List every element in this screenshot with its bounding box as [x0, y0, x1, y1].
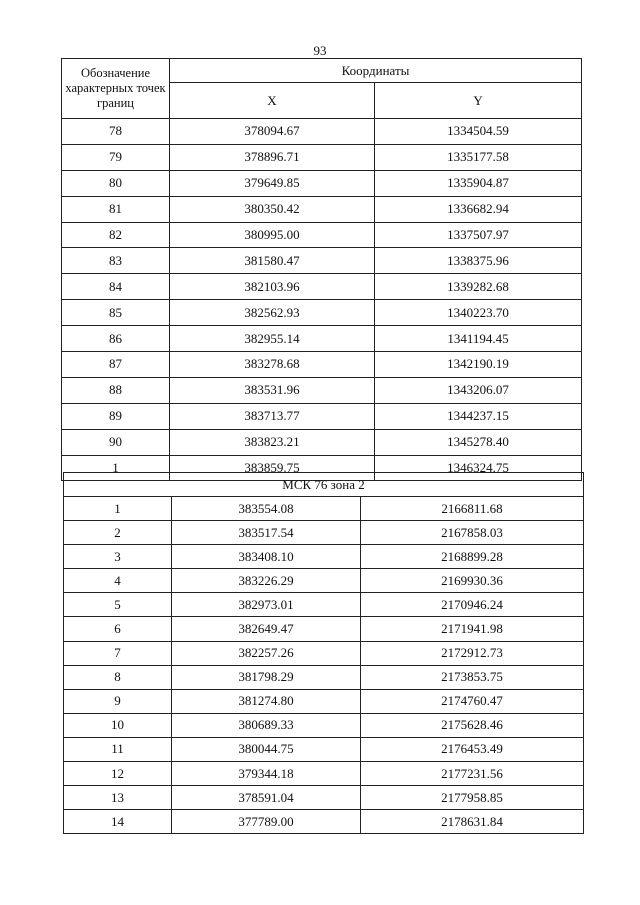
x-coordinate-cell: 383713.77 — [170, 403, 375, 429]
x-coordinate-cell: 383517.54 — [172, 521, 361, 545]
table-row — [64, 665, 584, 689]
x-coordinate-cell: 380689.33 — [172, 713, 361, 737]
point-number-cell: 11 — [64, 737, 172, 761]
x-coordinate-cell: 381274.80 — [172, 689, 361, 713]
point-number-cell: 14 — [64, 810, 172, 834]
point-number-cell: 90 — [62, 429, 170, 455]
point-number-cell: 3 — [64, 545, 172, 569]
point-number-cell: 83 — [62, 248, 170, 274]
table-row — [62, 300, 582, 326]
x-coordinate-cell: 382257.26 — [172, 641, 361, 665]
table-row — [62, 196, 582, 222]
point-number-cell: 5 — [64, 593, 172, 617]
table-row — [64, 569, 584, 593]
y-coordinate-cell: 2174760.47 — [361, 689, 584, 713]
point-designation-header: Обозначение характерных точек границ — [62, 59, 170, 119]
point-number-cell: 88 — [62, 377, 170, 403]
point-number-cell: 80 — [62, 170, 170, 196]
x-coordinate-cell: 383859.75 — [170, 455, 375, 481]
table-row — [64, 762, 584, 786]
point-number-cell: 4 — [64, 569, 172, 593]
y-coordinate-cell: 1343206.07 — [375, 377, 582, 403]
page-number: 93 — [313, 43, 327, 58]
table-row — [62, 326, 582, 352]
x-coordinate-cell: 382973.01 — [172, 593, 361, 617]
y-coordinate-cell: 2168899.28 — [361, 545, 584, 569]
x-coordinate-cell: 381580.47 — [170, 248, 375, 274]
zone-label: МСК 76 зона 2 — [64, 473, 584, 497]
y-coordinate-cell: 2177231.56 — [361, 762, 584, 786]
x-coordinate-cell: 383823.21 — [170, 429, 375, 455]
table-row — [62, 222, 582, 248]
point-number-cell: 82 — [62, 222, 170, 248]
y-coordinate-cell: 1345278.40 — [375, 429, 582, 455]
y-coordinate-cell: 1335177.58 — [375, 144, 582, 170]
x-coordinate-cell: 382649.47 — [172, 617, 361, 641]
table-row — [62, 170, 582, 196]
table-row — [64, 713, 584, 737]
x-coordinate-cell: 378094.67 — [170, 119, 375, 145]
y-coordinate-cell: 1334504.59 — [375, 119, 582, 145]
table-row — [64, 521, 584, 545]
point-number-cell: 87 — [62, 352, 170, 378]
point-number-cell: 8 — [64, 665, 172, 689]
x-coordinate-cell: 383226.29 — [172, 569, 361, 593]
point-number-cell: 78 — [62, 119, 170, 145]
y-coordinate-cell: 2170946.24 — [361, 593, 584, 617]
point-number-cell: 79 — [62, 144, 170, 170]
y-coordinate-cell: 1342190.19 — [375, 352, 582, 378]
table-row — [64, 497, 584, 521]
x-coordinate-cell: 378591.04 — [172, 786, 361, 810]
table-row — [64, 545, 584, 569]
table-row — [64, 617, 584, 641]
table-row — [62, 144, 582, 170]
y-coordinate-cell: 2166811.68 — [361, 497, 584, 521]
x-coordinate-cell: 382103.96 — [170, 274, 375, 300]
y-coordinate-cell: 2171941.98 — [361, 617, 584, 641]
table-row — [62, 429, 582, 455]
point-number-cell: 13 — [64, 786, 172, 810]
table-row — [62, 352, 582, 378]
point-number-cell: 10 — [64, 713, 172, 737]
x-coordinate-cell: 382562.93 — [170, 300, 375, 326]
table-row — [64, 593, 584, 617]
point-number-cell: 9 — [64, 689, 172, 713]
x-coordinate-cell: 377789.00 — [172, 810, 361, 834]
y-coordinate-cell: 2178631.84 — [361, 810, 584, 834]
table-row — [64, 689, 584, 713]
y-coordinate-cell: 2172912.73 — [361, 641, 584, 665]
x-coordinate-cell: 380995.00 — [170, 222, 375, 248]
point-number-cell: 81 — [62, 196, 170, 222]
point-number-cell: 1 — [62, 455, 170, 481]
y-coordinate-cell: 1340223.70 — [375, 300, 582, 326]
y-header: Y — [375, 83, 582, 119]
y-coordinate-cell: 2167858.03 — [361, 521, 584, 545]
point-number-cell: 85 — [62, 300, 170, 326]
y-coordinate-cell: 2173853.75 — [361, 665, 584, 689]
table-row — [62, 248, 582, 274]
y-coordinate-cell: 1339282.68 — [375, 274, 582, 300]
x-coordinate-cell: 380350.42 — [170, 196, 375, 222]
y-coordinate-cell: 2176453.49 — [361, 737, 584, 761]
y-coordinate-cell: 1337507.97 — [375, 222, 582, 248]
x-header: X — [170, 83, 375, 119]
y-coordinate-cell: 1344237.15 — [375, 403, 582, 429]
y-coordinate-cell: 1336682.94 — [375, 196, 582, 222]
x-coordinate-cell: 379649.85 — [170, 170, 375, 196]
table-row — [62, 403, 582, 429]
coordinates-header: Координаты — [170, 59, 582, 83]
point-number-cell: 12 — [64, 762, 172, 786]
point-number-cell: 89 — [62, 403, 170, 429]
table-row — [62, 119, 582, 145]
y-coordinate-cell: 1335904.87 — [375, 170, 582, 196]
y-coordinate-cell: 2175628.46 — [361, 713, 584, 737]
x-coordinate-cell: 383408.10 — [172, 545, 361, 569]
y-coordinate-cell: 1341194.45 — [375, 326, 582, 352]
coordinates-table-top — [61, 58, 582, 481]
x-coordinate-cell: 383278.68 — [170, 352, 375, 378]
x-coordinate-cell: 380044.75 — [172, 737, 361, 761]
table-row — [64, 810, 584, 834]
point-number-cell: 2 — [64, 521, 172, 545]
y-coordinate-cell: 1346324.75 — [375, 455, 582, 481]
x-coordinate-cell: 382955.14 — [170, 326, 375, 352]
x-coordinate-cell: 383554.08 — [172, 497, 361, 521]
y-coordinate-cell: 1338375.96 — [375, 248, 582, 274]
point-number-cell: 7 — [64, 641, 172, 665]
y-coordinate-cell: 2177958.85 — [361, 786, 584, 810]
x-coordinate-cell: 383531.96 — [170, 377, 375, 403]
x-coordinate-cell: 379344.18 — [172, 762, 361, 786]
table-row — [64, 737, 584, 761]
point-number-cell: 86 — [62, 326, 170, 352]
point-number-cell: 84 — [62, 274, 170, 300]
table-row — [62, 377, 582, 403]
point-number-cell: 1 — [64, 497, 172, 521]
table-row — [62, 274, 582, 300]
table-row — [64, 641, 584, 665]
x-coordinate-cell: 381798.29 — [172, 665, 361, 689]
x-coordinate-cell: 378896.71 — [170, 144, 375, 170]
y-coordinate-cell: 2169930.36 — [361, 569, 584, 593]
coordinates-table-bottom — [63, 472, 584, 834]
point-number-cell: 6 — [64, 617, 172, 641]
table-row — [64, 786, 584, 810]
